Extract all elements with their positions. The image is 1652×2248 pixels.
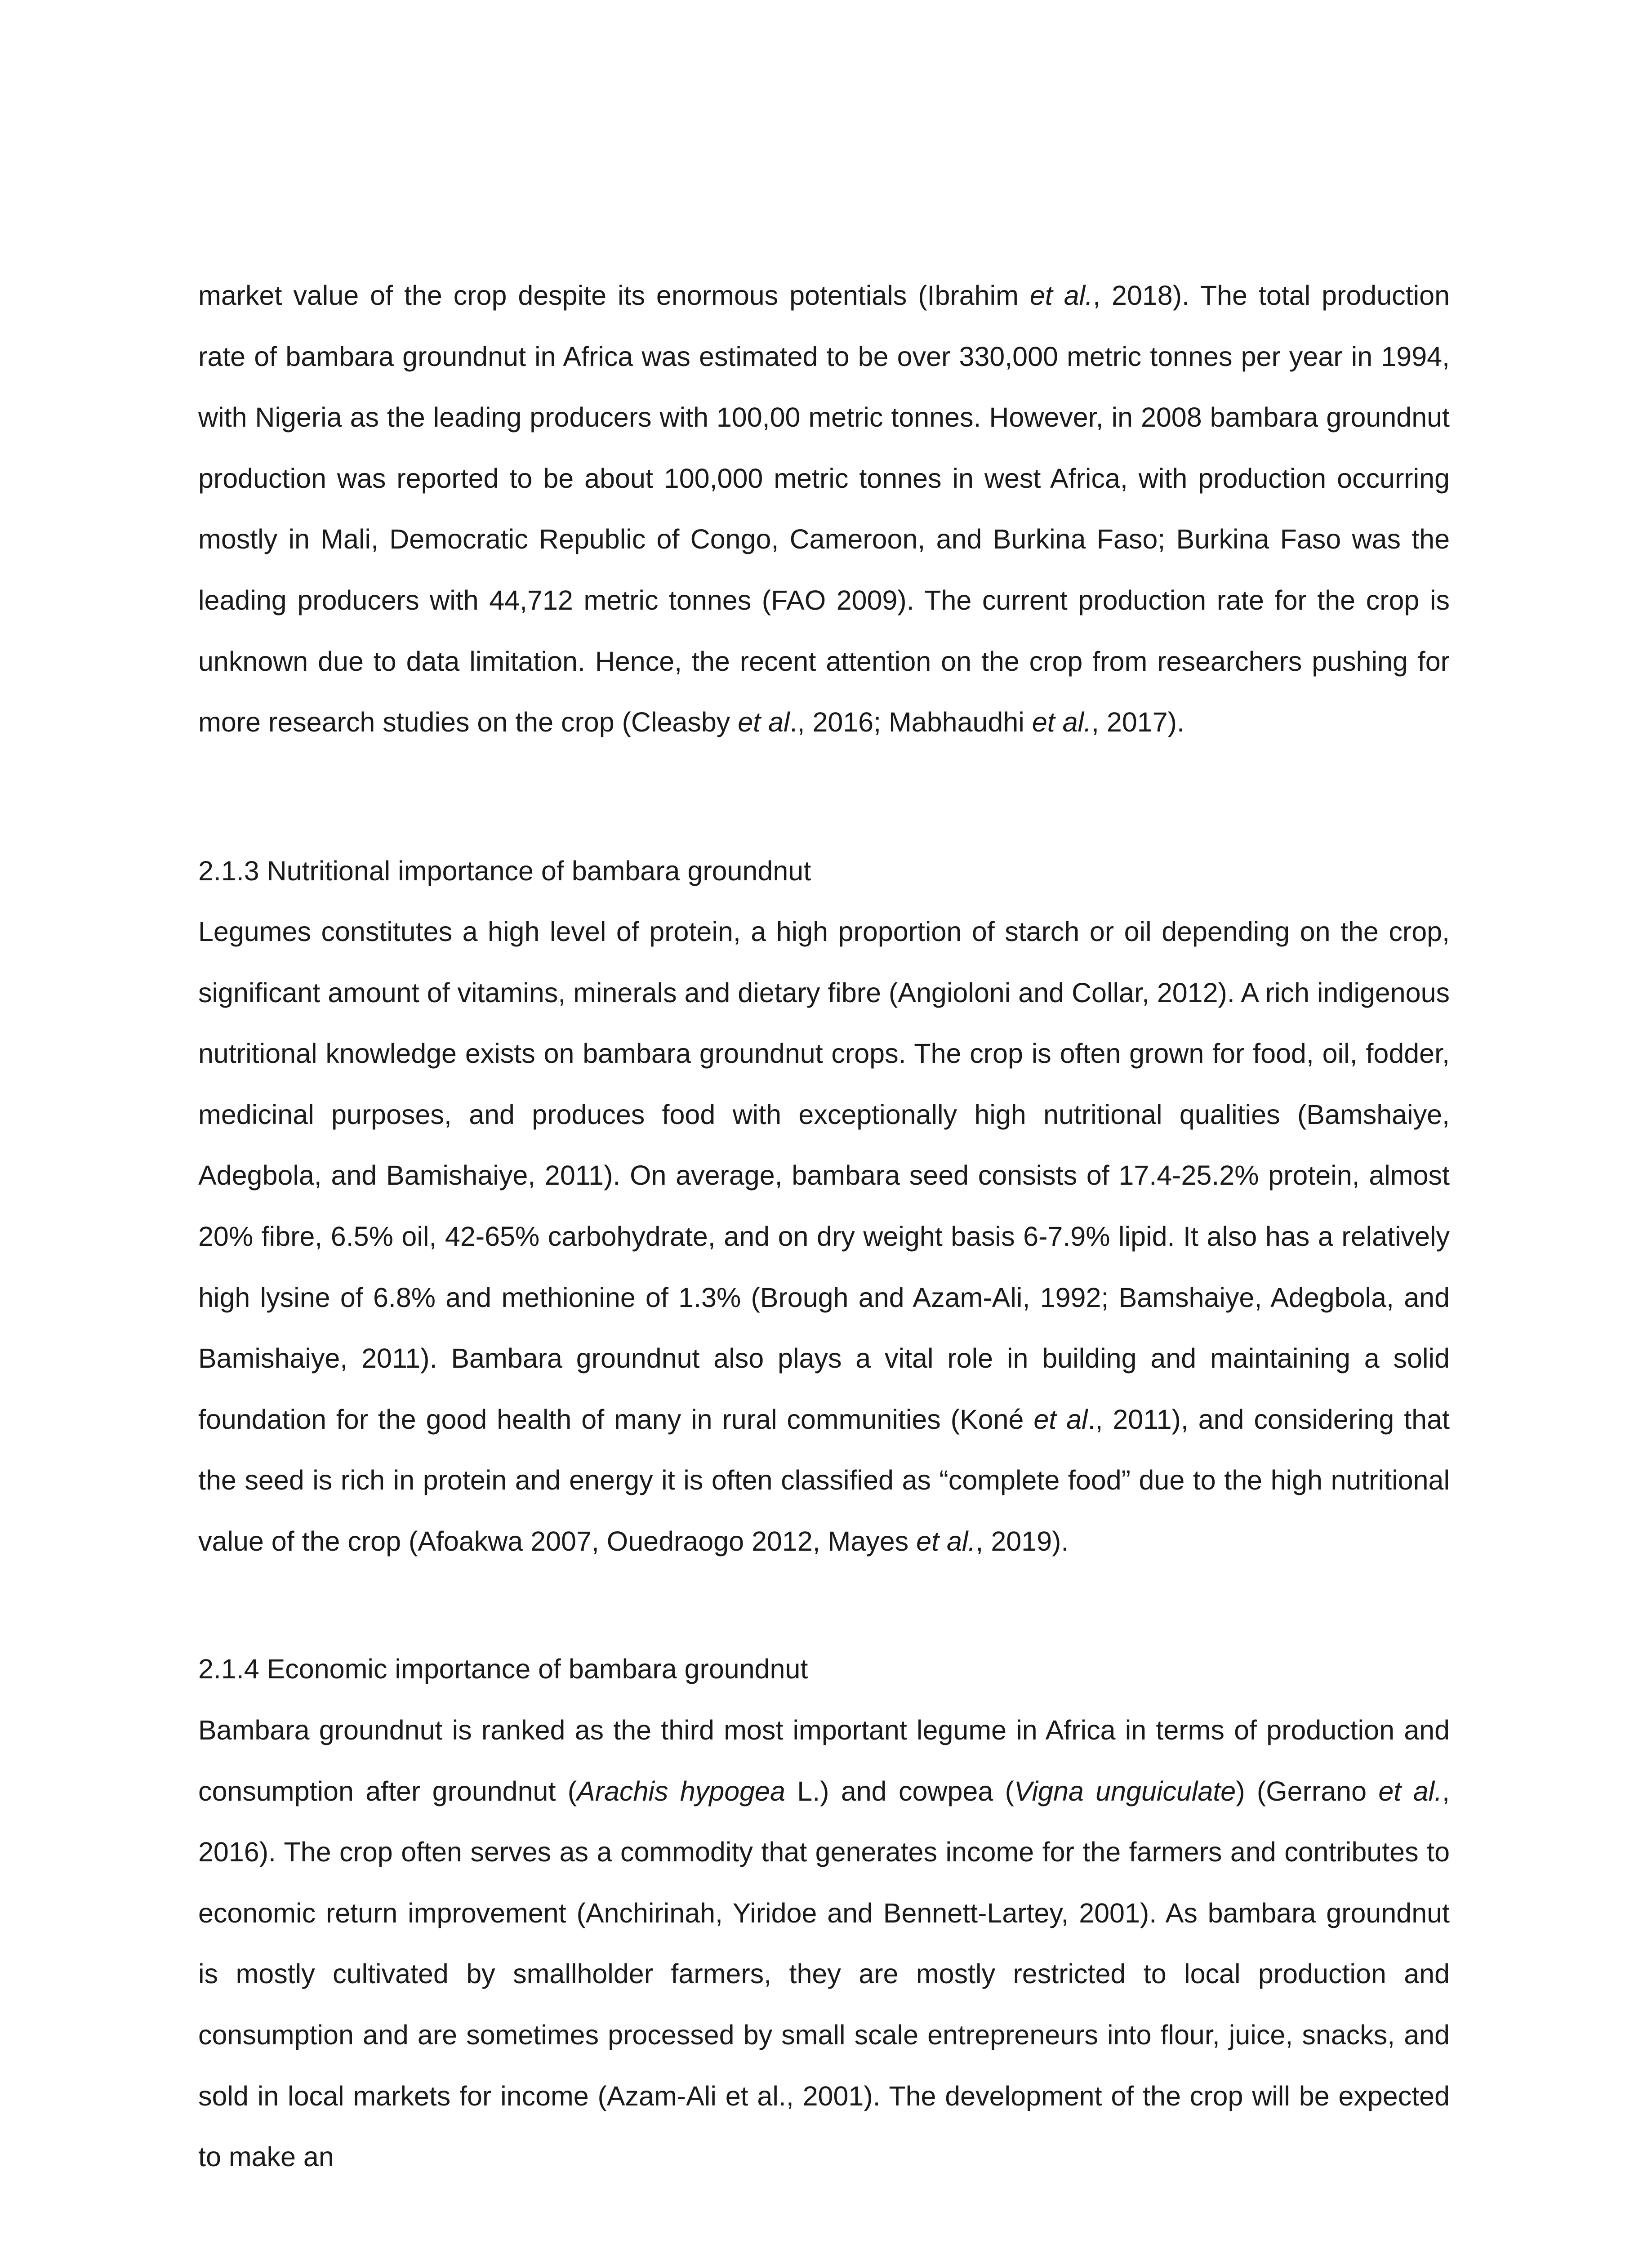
text-run: market value of the crop despite its enormous potentials (Ibrahim (198, 280, 1030, 311)
text-run: ., 2016; Mabhaudhi (789, 707, 1032, 738)
italic-text-run: Vigna unguiculate (1014, 1775, 1236, 1806)
paragraph-economic (198, 1700, 1450, 2188)
paragraph-text (198, 901, 1450, 1572)
italic-text-run: et al. (1032, 707, 1092, 738)
text-run: , 2017). (1091, 707, 1184, 738)
text-run: ) (Gerrano (1236, 1775, 1379, 1806)
paragraph-text (198, 265, 1450, 753)
text-run: Legumes constitutes a high level of protein, a high proportion of starch or oil depending on the crop, significant amount of vitamins, minerals and dietary fibre (Angioloni and Collar, 2012). A rich indigenous nutritional knowledge exists on bambara groundnut crops. The crop is often grown for food, oil, fodder, medicinal purposes, and produces food with exceptionally high nutritional qualities (Bamshaiye, Adegbola, and Bamishaiye, 2011). On average, bambara seed consists of 17.4-25.2% protein, almost 20% fibre, 6.5% oil, 42-65% carbohydrate, and on dry weight basis 6-7.9% lipid. It also has a relatively high lysine of 6.8% and methionine of 1.3% (Brough and Azam-Ali, 1992; Bamshaiye, Adegbola, and Bamishaiye, 2011). Bambara groundnut also plays a vital role in building and maintaining a solid foundation for the good health of many in rural communities (Koné (198, 916, 1450, 1435)
italic-text-run: et al (1033, 1404, 1088, 1435)
italic-text-run: et al. (1378, 1775, 1443, 1806)
text-run: ., 2011), and considering that the seed is rich in protein and energy it is often classified as “complete food” due to the high nutritional value of the crop (Afoakwa 2007, Ouedraogo 2012, Mayes (198, 1404, 1450, 1557)
text-run: Bambara groundnut is ranked as the third most important legume in Africa in terms of production and consumption after groundnut ( (198, 1715, 1450, 1806)
text-run: , 2016). The crop often serves as a commodity that generates income for the farmers and contributes to economic return improvement (Anchirinah, Yiridoe and Bennett-Lartey, 2001). As bambara groundnut is mostly cultivated by smallholder farmers, they are mostly restricted to local production and consumption and are sometimes processed by small scale entrepreneurs into flour, juice, snacks, and sold in local markets for income (Azam-Ali et al., 2001). The development of the crop will be expected to make an (198, 1775, 1450, 2172)
italic-text-run: et al. (1029, 280, 1093, 311)
section-heading-nutritional: 2.1.3 Nutritional importance of bambara groundnut (198, 856, 811, 886)
text-run: , 2019). (975, 1525, 1069, 1557)
paragraph-nutritional (198, 901, 1450, 1572)
italic-text-run: et al (738, 707, 790, 738)
text-run: L.) and cowpea ( (785, 1775, 1014, 1806)
section-heading-economic: 2.1.4 Economic importance of bambara groundnut (198, 1654, 808, 1684)
italic-text-run: Arachis hypogea (577, 1775, 785, 1806)
paragraph-production (198, 265, 1450, 753)
italic-text-run: et al. (916, 1525, 976, 1557)
text-run: , 2018). The total production rate of bambara groundnut in Africa was estimated to be over 330,000 metric tonnes per year in 1994, with Nigeria as the leading producers with 100,00 metric tonnes. However, in 2008 bambara groundnut production was reported to be about 100,000 metric tonnes in west Africa, with production occurring mostly in Mali, Democratic Republic of Congo, Cameroon, and Burkina Faso; Burkina Faso was the leading producers with 44,712 metric tonnes (FAO 2009). The current production rate for the crop is unknown due to data limitation. Hence, the recent attention on the crop from researchers pushing for more research studies on the crop (Cleasby (198, 280, 1450, 738)
paragraph-text (198, 1700, 1450, 2188)
